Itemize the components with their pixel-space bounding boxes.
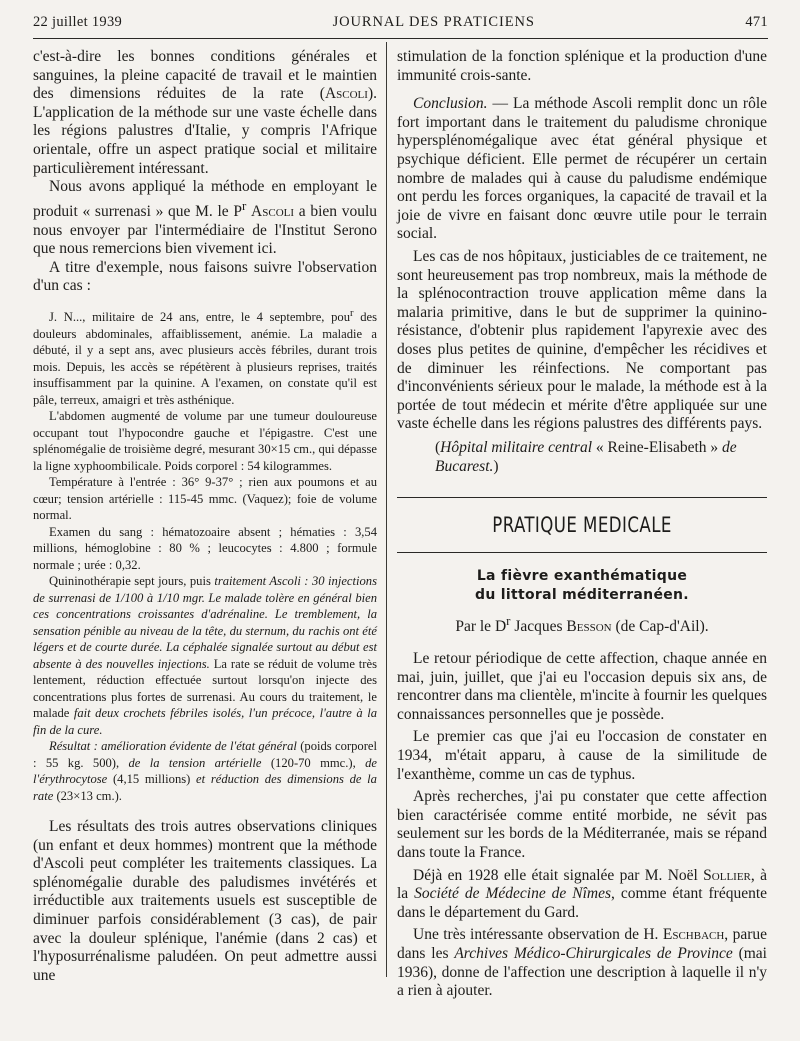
byline: Par le $D^r$ Jacques Besson (de Cap-d'Ail). <box>455 612 709 636</box>
page-number: 471 <box>745 14 768 30</box>
observation-paragraph: L'abdomen augmenté de volume par une tumeur douloureuse occupant tout l'hypocondre gauche et l'épigastre. C'est une splénomégalie de troisième degré, mesurant 30×15 cm., qui dépasse la ligne xyphoombilicale. Poids corporel : 54 kilogrammes. <box>33 409 377 473</box>
article-title: La fièvre exanthématique du littoral méditerranéen. <box>475 567 689 603</box>
paragraph: stimulation de la fonction splénique et la production d'une immunité crois-sante. <box>397 48 767 84</box>
column-divider <box>386 42 387 977</box>
section-header <box>397 497 767 553</box>
header-rule <box>33 38 768 39</box>
attribution: (Hôpital militaire central « Reine-Elisabeth » de Bucarest.) <box>435 438 737 475</box>
paragraph: c'est-à-dire les bonnes conditions générales et sanguines, la pleine capacité de travail et le maintien des dimensions réduites de la rate (Ascoli). L'application de la méthode sur une vaste échelle dans les régions palustres d'Italie, y compris l'Afrique orientale, offre un aspect pratique social et militaire particulièrement intéressant. <box>33 48 377 177</box>
section-title: PRATIQUE MEDICALE <box>492 512 672 537</box>
paragraph: Une très intéressante observation de H. Eschbach, parue dans les Archives Médico-Chirurgicales de Province (mai 1936), donne de l'affection une description à laquelle il n'y a rien à ajouter. <box>397 926 768 1000</box>
observation-paragraph: J. N..., militaire de 24 ans, entre, le 4 septembre, pou$^r$ des douleurs abdominales, affaiblissement, anémie. La maladie a débuté, il y a sept ans, avec plusieurs accès fébriles, durant trois mois. Depuis, les accès se répétèrent à plusieurs reprises, traités insuffisamment par la quinine. A l'examen, on constate qu'il est pâle, terreux, amaigri et très asthénique. <box>33 307 377 407</box>
paragraph: Les cas de nos hôpitaux, justiciables de ce traitement, ne sont heureusement pas trop nombreux, mais la méthode de la splénocontraction trouve application même dans la malaria primitive, dans le but de supprimer la quinino-résistance, d'obtenir plus rapidement l'apyrexie avec des doses plus petites de quinine, d'empêcher les récidives et de diminuer les réinfections. Ne comportant pas d'inconvénients sérieux pour le malade, la méthode est à la portée de tout médecin et mérite d'être appliquée sur une vaste échelle dans les régions palustres des différents pays. <box>397 247 767 433</box>
header-date: 22 juillet 1939 <box>33 14 123 30</box>
paragraph: Les résultats des trois autres observations cliniques (un enfant et deux hommes) montrent que la méthode d'Ascoli peut compléter les traitements classiques. La splénomégalie durable des paludismes invétérés et irréductible aux traitements usuels est susceptible de diminuer parfois considérablement (3 cas), de pair avec la douleur splénique, l'anémie (dans 2 cas) et l'hyposurrénalisme paludéen. On peut admettre aussi une <box>33 818 377 984</box>
paragraph: Le premier cas que j'ai eu l'occasion de constater en 1934, m'était apparu, à cause de la similitude de l'exanthème, comme un cas de typhus. <box>397 728 767 783</box>
paragraph: Nous avons appliqué la méthode en employant le produit « surrenasi » que M. le $P^r$ Ascoli a bien voulu nous envoyer par l'intermédiaire de l'Institut Serono que nous remercions bien vivement ici. <box>33 178 378 258</box>
paragraph: Le retour périodique de cette affection, chaque année en mai, juin, juillet, que j'ai eu l'occasion depuis six ans, de rencontrer dans ma clientèle, m'incite à fournir les quelques connaissances personnelles que je possède. <box>397 650 767 723</box>
left-column <box>33 48 377 985</box>
paragraph: Déjà en 1928 elle était signalée par M. Noël Sollier, à la Société de Médecine de Nîmes, comme étant fréquente dans le département du Gard. <box>397 866 768 921</box>
observation-paragraph: Résultat : amélioration évidente de l'état général (poids corporel : 55 kg. 500), de la tension artérielle (120-70 mmc.), de l'érythrocytose (4,15 millions) et réduction des dimensions de la rate (23×13 cm.). <box>33 739 377 803</box>
conclusion-paragraph: Conclusion. — La méthode Ascoli remplit donc un rôle fort important dans le traitement du paludisme chronique hypersplénomégalique avec état général physique et psychique déficient. Elle permet de récupérer un certain nombre de malades qui à cause du paludisme endémique ont perdu les forces organiques, la capacité de travail et la joie de vivre en faisant donc œuvre utile pour le terrain social. <box>397 95 767 243</box>
journal-title: JOURNAL DES PRATICIENS <box>332 14 535 30</box>
page-header <box>33 14 768 36</box>
paragraph: Après recherches, j'ai pu constater que cette affection bien caractérisée comme entité morbide, ne sévit pas seulement sur les bords de la Méditerranée, mais se répand dans toute la France. <box>397 788 767 861</box>
observation-paragraph: Température à l'entrée : 36° 9-37° ; rien aux poumons et au cœur; tension artérielle : 115-45 mmc. (Vaquez); foie de volume normal. <box>33 475 377 523</box>
right-column <box>397 48 767 1001</box>
observation-paragraph: Quininothérapie sept jours, puis traitement Ascoli : 30 injections de surrenasi de 1/100 à 1/10 mgr. Le malade tolère en général bien ces concentrations croissantes d'adrénaline. Le tremblement, la sensation pénible au niveau de la tête, du sternum, du rachis ont été légers et de courte durée. La céphalée signalée surtout au début est absente à des nouvelles injections. La rate se réduit de volume très lentement, réduction effectuée surtout lorsqu'on injecte des concentrations plus fortes de surrenasi. Au cours du traitement, le malade fait deux crochets fébriles isolés, l'un précoce, l'autre à la fin de la cure. <box>33 574 377 737</box>
paragraph: A titre d'exemple, nous faisons suivre l'observation d'un cas : <box>33 258 377 295</box>
observation-paragraph: Examen du sang : hématozoaire absent ; hématies : 3,54 millions, hémoglobine : 80 % ; leucocytes : 4.800 ; formule normale ; urée : 0,32. <box>33 524 377 572</box>
